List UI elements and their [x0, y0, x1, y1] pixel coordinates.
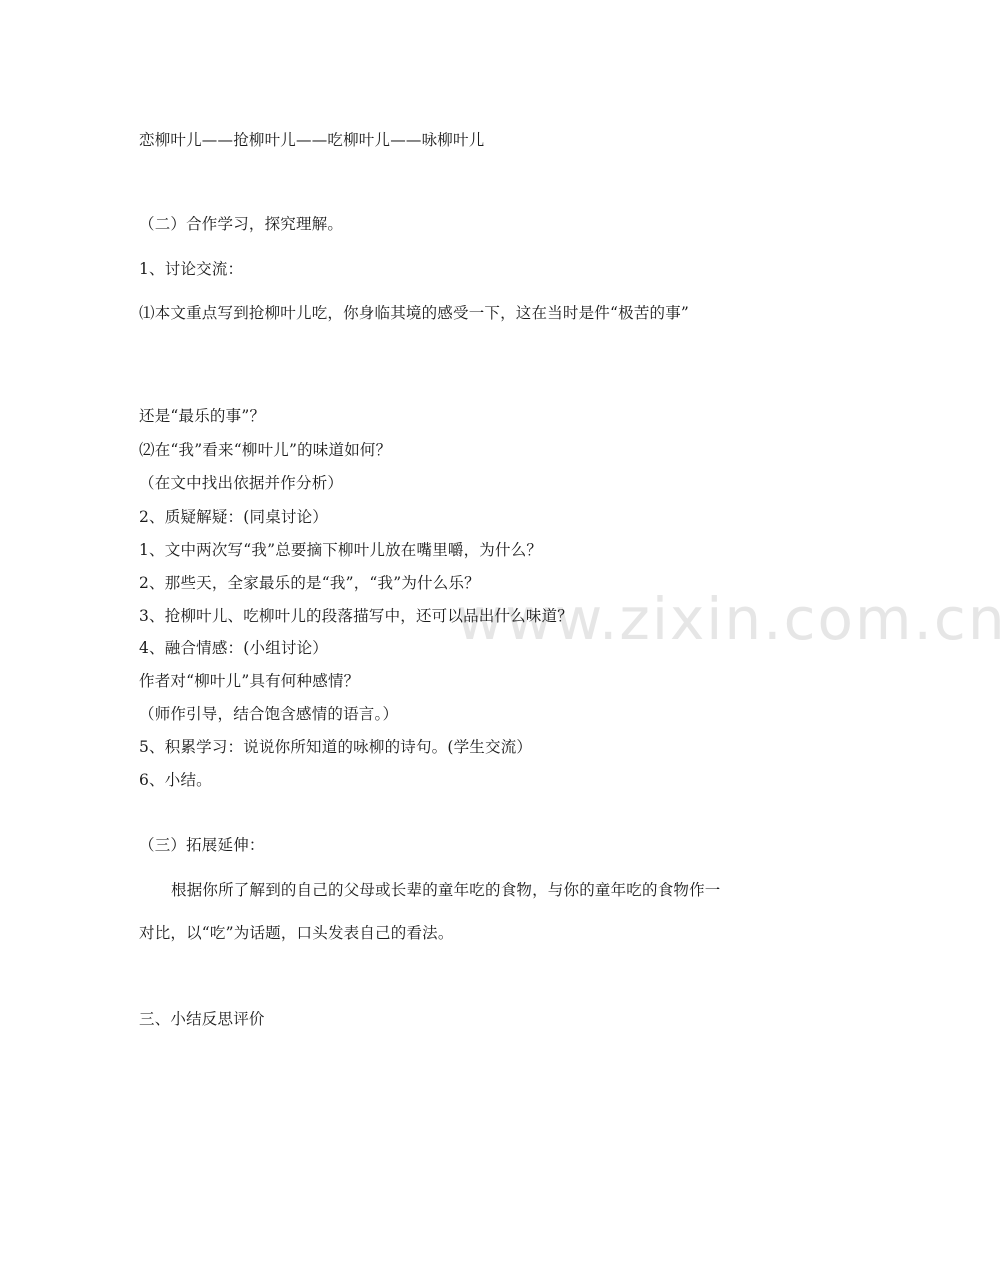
item6: 6、小结。: [139, 771, 212, 789]
item2-question1: 1、文中两次写“我”总要摘下柳叶儿放在嘴里嚼，为什么？: [139, 541, 543, 559]
item2-question2: 2、那些天，全家最乐的是“我”，“我”为什么乐？: [139, 574, 480, 592]
part-three-heading: 三、小结反思评价: [139, 1010, 265, 1028]
item4-note: （师作引导，结合饱含感情的语言。）: [139, 705, 399, 723]
item1-heading: 1、讨论交流：: [139, 260, 244, 278]
item1-question2: ⑵在“我”看来“柳叶儿”的味道如何？: [139, 441, 392, 459]
item1-question2-note: （在文中找出依据并作分析）: [139, 474, 344, 492]
item2-heading: 2、质疑解疑：(同桌讨论）: [139, 508, 329, 526]
item1-question1-part2: 还是“最乐的事”？: [139, 407, 266, 425]
item1-question1-part1: ⑴本文重点写到抢柳叶儿吃，你身临其境的感受一下，这在当时是件“极苦的事”: [139, 304, 690, 322]
watermark: www.zixin.com.cn: [456, 585, 1007, 653]
item4-question: 作者对“柳叶儿”具有何种感情？: [139, 672, 360, 690]
item5: 5、积累学习：说说你所知道的咏柳的诗句。(学生交流）: [139, 738, 533, 756]
section-two-heading: （二）合作学习，探究理解。: [139, 215, 344, 233]
item2-question3: 3、抢柳叶儿、吃柳叶儿的段落描写中，还可以品出什么味道？: [139, 607, 573, 625]
section-three-heading: （三）拓展延伸：: [139, 836, 265, 854]
item4-heading: 4、融合情感：(小组讨论）: [139, 639, 329, 657]
extension-paragraph-line2: 对比，以“吃”为话题，口头发表自己的看法。: [139, 924, 454, 942]
extension-paragraph-line1: 根据你所了解到的自己的父母或长辈的童年吃的食物，与你的童年吃的食物作一: [171, 881, 721, 899]
line-sequence: 恋柳叶儿——抢柳叶儿——吃柳叶儿——咏柳叶儿: [139, 131, 485, 149]
